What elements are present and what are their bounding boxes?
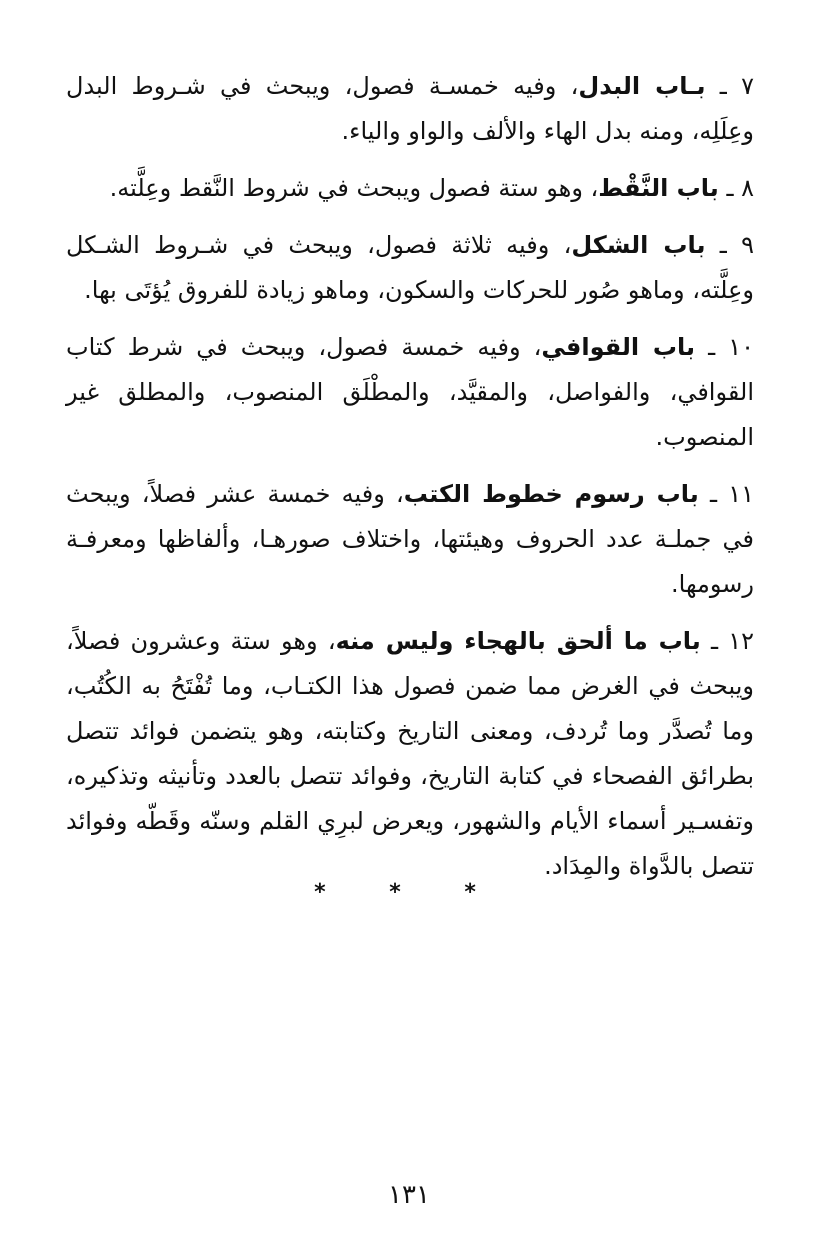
entry-body: ، وفيه خمسة فصول، ويبحث في شرط كتاب القوافي، والفواصل، والمقيَّد، والمطْلَق المنصوب، والمطلق غير المنصوب. (66, 333, 754, 451)
entry-body: ، وفيه خمسة عشر فصلاً، ويبحث في جملـة عدد الحروف وهيئتها، واختلاف صورهـا، وألفاظها ومعرفـة رسومها. (66, 480, 754, 598)
entry-body: ، وهو ستة فصول ويبحث في شروط النَّقط وعِلَّته. (109, 174, 599, 202)
chapter-list (66, 64, 754, 901)
entry-dash: ـ (695, 333, 729, 361)
entry-number: ٧ (741, 72, 754, 100)
entry-dash: ـ (700, 627, 729, 655)
entry-number: ١٢ (728, 627, 754, 655)
entry-10 (66, 325, 754, 460)
entry-title: بـاب البدل (578, 72, 706, 100)
entry-9 (66, 223, 754, 313)
entry-title: باب النَّقْط (598, 174, 719, 202)
entry-body: ، وفيه خمسـة فصول، ويبحث في شـروط البدل وعِلَلِه، ومنه بدل الهاء والألف والواو والياء. (66, 72, 754, 145)
entry-number: ٨ (741, 174, 754, 202)
entry-11 (66, 472, 754, 607)
entry-8 (66, 166, 754, 211)
entry-dash: ـ (705, 231, 742, 259)
entry-dash: ـ (718, 174, 742, 202)
entry-title: باب القوافي (541, 333, 696, 361)
section-separator: * * * (314, 880, 504, 905)
page-number: ١٣١ (388, 1180, 430, 1210)
entry-title: باب ما ألحق بالهجاء وليس منه (335, 627, 701, 655)
entry-body: ، وفيه ثلاثة فصول، ويبحث في شـروط الشـكل وعِلَّته، وماهو صُور للحركات والسكون، وماهو زيادة للفروق يُؤتَى بها. (66, 231, 754, 304)
entry-body: ، وهو ستة وعشرون فصلاً، ويبحث في الغرض مما ضمن فصول هذا الكتـاب، وما تُفْتَحُ به الكُتُب، وما تُصدَّر وما تُردف، ومعنى التاريخ وكتابته، وهو يتضمن فوائد تتصل بطرائق الفصحاء في كتابة التاريخ، وفوائد تتصل بالعدد وتأنيثه وتذكيره، وتفسـير أسماء الأيام والشهور، ويعرض لبرِي القلم وسنّه وقَطّه وفوائد تتصل بالدَّواة والمِدَاد. (66, 627, 754, 880)
entry-number: ١٠ (728, 333, 755, 361)
entry-title: باب الشكل (571, 231, 706, 259)
entry-number: ١١ (728, 480, 754, 508)
entry-7 (66, 64, 754, 154)
entry-12 (66, 619, 754, 889)
entry-dash: ـ (705, 72, 742, 100)
entry-dash: ـ (698, 480, 729, 508)
entry-title: باب رسوم خطوط الكتب (403, 480, 699, 508)
entry-number: ٩ (741, 231, 754, 259)
